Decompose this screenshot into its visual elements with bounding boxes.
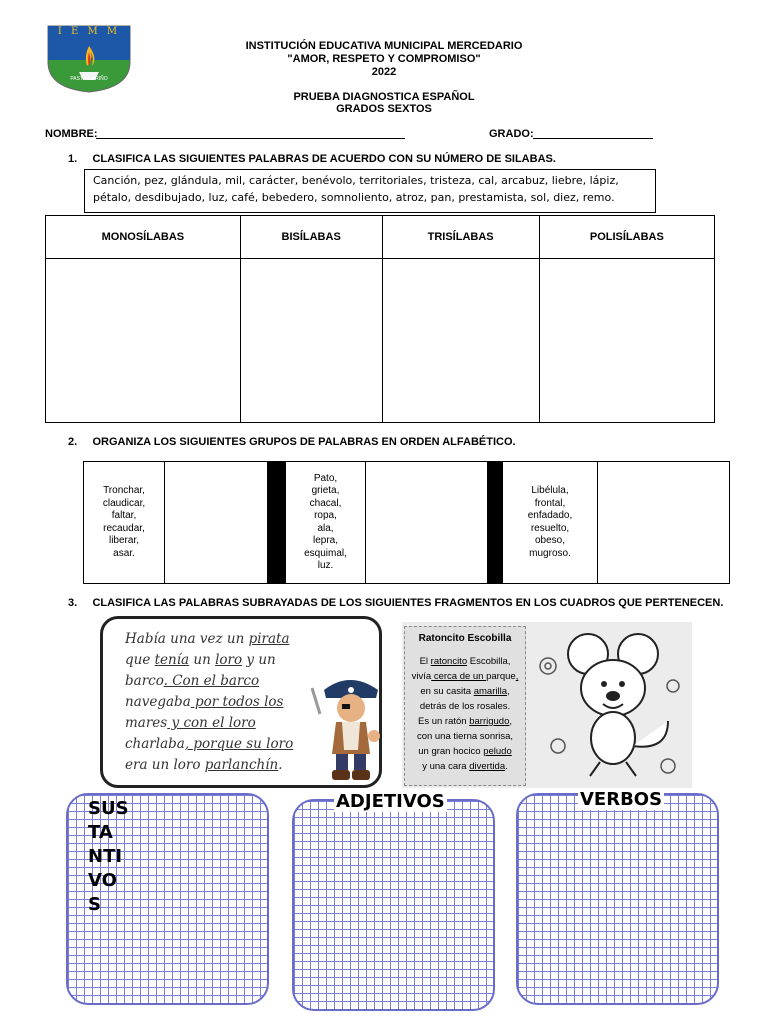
word-group-1 (83, 461, 165, 584)
underlined-word: barrigudo (469, 716, 510, 727)
mouse_text-line (405, 654, 525, 669)
answer-cell-polisilabas[interactable] (539, 259, 714, 423)
underlined-word: cerca de un (431, 671, 487, 682)
answer-box-group-3[interactable] (597, 461, 730, 584)
adjetivos-box[interactable] (292, 799, 495, 1011)
underlined-word: tenía (154, 652, 190, 668)
story-text: un (189, 652, 216, 668)
list-item: grieta, (311, 485, 340, 496)
story-text: barco (125, 673, 164, 689)
list-item: ala, (317, 522, 334, 534)
sustantivos-label-part: SUS (88, 798, 129, 819)
answer-box-group-1[interactable] (164, 461, 268, 584)
list-item: Tronchar, (103, 485, 145, 496)
list-item: luz. (317, 560, 334, 571)
answer-cell-monosilabas[interactable] (46, 259, 241, 423)
story-text: El (419, 656, 431, 667)
institution-motto: "AMOR, RESPETO Y COMPROMISO" (287, 53, 481, 65)
story-text: . (278, 757, 283, 773)
mouse-illustration (528, 626, 688, 784)
list-item: Pato, (313, 472, 338, 484)
pirate_text-line (125, 692, 303, 713)
divider-bar (487, 461, 503, 584)
underlined-word: ratoncito (430, 656, 468, 667)
sustantivos-label (88, 797, 129, 917)
grade-label: GRADO: (489, 128, 534, 140)
test-subtitle: GRADOS SEXTOS (336, 103, 432, 115)
answer-cell-trisilabas[interactable] (382, 259, 539, 423)
verbos-label: VERBOS (580, 789, 663, 810)
grade-field[interactable] (533, 138, 653, 139)
underlined-word: peludo (483, 746, 512, 757)
story-text: parque (486, 671, 516, 682)
pirate_text-line (125, 734, 303, 755)
list-item: obeso, (534, 535, 566, 546)
list-item: liberar, (108, 535, 139, 546)
question-2-title: 2. ORGANIZA LOS SIGUIENTES GRUPOS DE PALABRAS EN ORDEN ALFABÉTICO. (68, 436, 516, 448)
list-item: lepra, (312, 535, 338, 546)
list-item: chacal, (309, 497, 342, 509)
question-1-word-box (84, 169, 656, 213)
underlined-word: loro (215, 652, 243, 668)
underlined-word: y con el loro (167, 715, 256, 731)
column-polisilabas: POLISÍLABAS (539, 216, 714, 259)
mouse-story-title: Ratoncito Escobilla (418, 633, 512, 644)
story-text: navegaba (125, 694, 191, 710)
story-text: , (506, 686, 510, 697)
adjetivos-label: ADJETIVOS (336, 791, 445, 812)
word-list-line-2: pétalo, desdibujado, luz, café, bebedero, somnoliento, atroz, pan, prestamista, sol, diez, remo. (93, 191, 615, 204)
mouse-story-textbox (404, 626, 526, 786)
mouse_text-line (405, 714, 525, 729)
story-text: que (125, 652, 155, 668)
logo-top-text: I E M M (57, 26, 121, 37)
question-1-title: 1. CLASIFICA LAS SIGUIENTES PALABRAS DE ACUERDO CON SU NÚMERO DE SILABAS. (68, 153, 556, 165)
mouse_text-line (405, 759, 525, 774)
story-text: Es un ratón (417, 716, 470, 727)
story-text: Había una vez un (125, 631, 249, 647)
logo-bottom-text: PASTO NARIÑO (70, 76, 108, 82)
story-text: detrás de los rosales. (419, 701, 511, 712)
word-list-line-1: Canción, pez, glándula, mil, carácter, benévolo, territoriales, tristeza, cal, arcabuz, liebre, lápiz, (93, 174, 619, 187)
pirate_text-line (125, 629, 303, 650)
list-item: recaudar, (103, 522, 145, 534)
story-text: mares (125, 715, 168, 731)
pirate_text-line (125, 671, 303, 692)
pirate-illustration (306, 676, 392, 788)
story-text: en su casita (420, 686, 474, 697)
sustantivos-label-part: NTI (88, 846, 123, 867)
underlined-word: parlanchín (204, 757, 279, 773)
answer-cell-bisilabas[interactable] (240, 259, 382, 423)
underlined-word: por todos los (190, 694, 284, 710)
column-monosilabas: MONOSÍLABAS (46, 216, 241, 259)
name-label: NOMBRE: (45, 128, 98, 140)
column-trisilabas: TRISÍLABAS (382, 216, 539, 259)
list-item: frontal, (534, 497, 566, 509)
mouse_text-line (405, 744, 525, 759)
word-group-2 (285, 461, 366, 584)
pirate_text-line (125, 755, 303, 776)
list-item: asar. (113, 547, 135, 559)
story-text: charlaba (125, 736, 185, 752)
story-text: Escobilla, (467, 656, 511, 667)
list-item: Libélula, (531, 485, 569, 496)
list-item: faltar, (111, 510, 137, 521)
pirate_text-line (125, 713, 303, 734)
list-item: ropa, (314, 510, 337, 521)
story-text: y un (242, 652, 276, 668)
underlined-word: . Con el barco (163, 673, 260, 689)
sustantivos-label-part: TA (88, 822, 113, 843)
list-item: claudicar, (102, 497, 146, 509)
list-item: mugroso. (529, 547, 571, 559)
story-text: un gran hocico (418, 746, 484, 757)
mouse-story-text (405, 654, 525, 774)
underlined-word: , (515, 671, 519, 682)
syllable-table (45, 215, 715, 423)
mouse_text-line (405, 684, 525, 699)
test-title: PRUEBA DIAGNOSTICA ESPAÑOL (293, 91, 475, 103)
story-text: y una cara (422, 761, 470, 772)
underlined-word: divertida (469, 761, 506, 772)
sustantivos-label-part: S (88, 894, 101, 915)
institution-name: INSTITUCIÓN EDUCATIVA MUNICIPAL MERCEDARIO (245, 40, 523, 52)
sustantivos-label-part: VO (88, 870, 117, 891)
word-group-3 (502, 461, 598, 584)
mouse-story-panel (402, 622, 692, 788)
story-text: , (509, 716, 512, 727)
story-text: con una tierna sonrisa, (416, 731, 514, 742)
story-text: vivía (411, 671, 432, 682)
mouse_text-line (405, 669, 525, 684)
pirate_text-line (125, 650, 303, 671)
underlined-word: amarilla (473, 686, 507, 697)
year: 2022 (371, 66, 397, 78)
story-text: . (505, 761, 508, 772)
answer-box-group-2[interactable] (365, 461, 489, 584)
list-item: esquimal, (304, 547, 347, 559)
story-text: era un loro (125, 757, 205, 773)
question-3-title: 3. CLASIFICA LAS PALABRAS SUBRAYADAS DE LOS SIGUIENTES FRAGMENTOS EN LOS CUADROS QUE PERTENECEN. (68, 597, 724, 609)
mouse_text-line (405, 699, 525, 714)
pirate-story-text (125, 629, 303, 776)
mouse_text-line (405, 729, 525, 744)
divider-bar (267, 461, 286, 584)
verbos-box[interactable] (516, 793, 719, 1005)
list-item: enfadado, (527, 510, 573, 521)
column-bisilabas: BISÍLABAS (240, 216, 382, 259)
name-field[interactable] (96, 138, 405, 139)
list-item: resuelto, (530, 522, 570, 534)
underlined-word: , porque su loro (184, 736, 294, 752)
underlined-word: pirata (248, 631, 290, 647)
